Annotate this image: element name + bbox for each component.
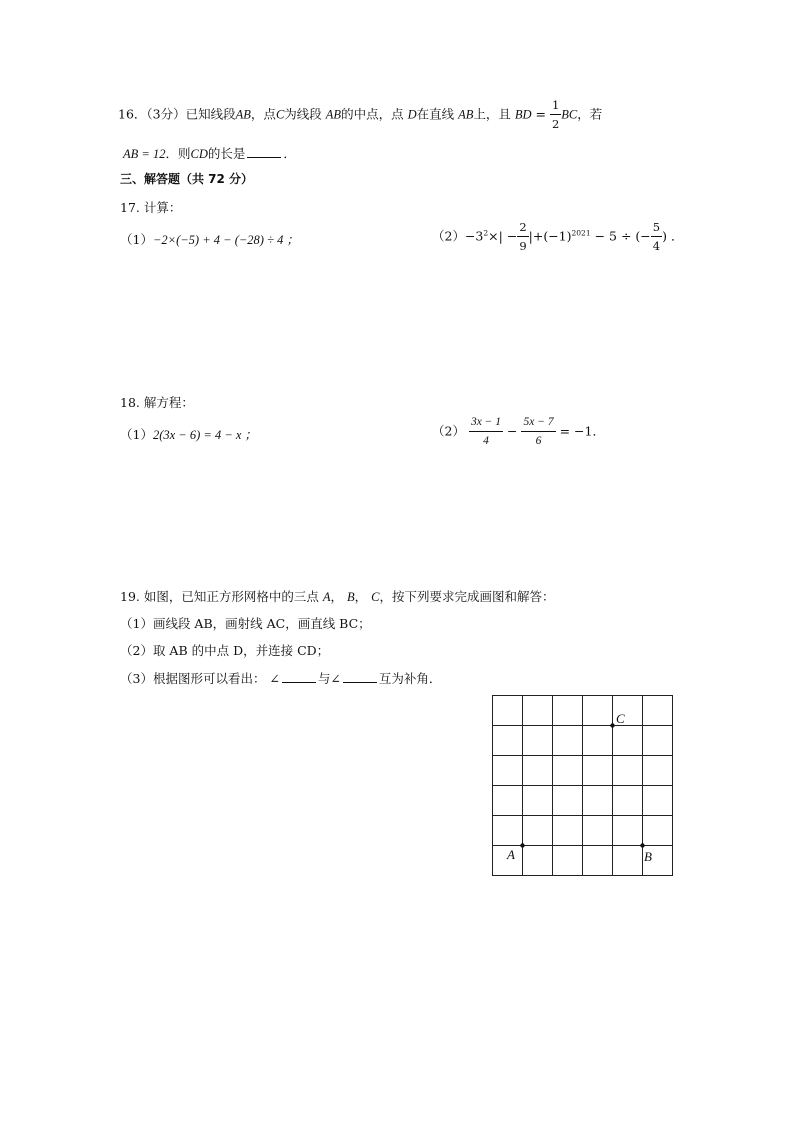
section-heading: 三、解答题（共 72 分） xyxy=(120,172,254,186)
q19-step3: （3）根据图形可以看出： ∠ 与∠ 互为补角． xyxy=(120,671,442,686)
q18-title: 18. 解方程： xyxy=(120,395,194,410)
q16-score: （3分） xyxy=(146,106,186,122)
angle-blank-1[interactable] xyxy=(282,672,316,683)
point-a-dot xyxy=(520,843,524,847)
q19-step2: （2）取 AB 的中点 D，并连接 CD； xyxy=(120,643,330,658)
point-c-dot xyxy=(610,723,614,727)
point-b-dot xyxy=(640,843,644,847)
q16-fraction: $\frac{1}{2}$ xyxy=(551,98,560,131)
q18-part1: （1）2(3x − 6) = 4 − x ； xyxy=(120,427,258,442)
point-a-label: A xyxy=(507,847,515,862)
angle-blank-2[interactable] xyxy=(343,672,377,683)
q19-step1: （1）画线段 AB，画射线 AC，画直线 BC； xyxy=(120,616,371,631)
q17-title: 17. 计算： xyxy=(120,200,182,215)
square-grid-figure xyxy=(492,695,674,880)
q17-part1: （1）−2×(−5) + 4 − (−28) ÷ 4 ； xyxy=(120,232,299,247)
q17-part2: $(2)-3^2\times|$ − $\frac{2}{9}$ $|+(-1)^{2021} - 5$ ÷ (− $\frac{5}{4}$ ) ． xyxy=(432,220,684,253)
q16-answer-blank[interactable] xyxy=(247,147,281,158)
q16-number: 16 xyxy=(118,106,134,122)
q16-line1: 16．（3分）已知线段AB，点C为线段 AB的中点，点 D在直线 AB上，且 BD = $\frac{1}{2}$ BC，若 xyxy=(118,98,603,131)
q16-line2: AB = 12．则CD的长是 ． xyxy=(123,146,296,161)
point-b-label: B xyxy=(644,849,652,864)
q19-title: 19. 如图，已知正方形网格中的三点 A， B， C，按下列要求完成画图和解答： xyxy=(120,589,555,604)
q18-part2: （2） $\frac{3x - 1}{4}$ − $\frac{5x - 7}{6}$ = −1． xyxy=(432,416,605,447)
point-c-label: C xyxy=(616,711,625,726)
